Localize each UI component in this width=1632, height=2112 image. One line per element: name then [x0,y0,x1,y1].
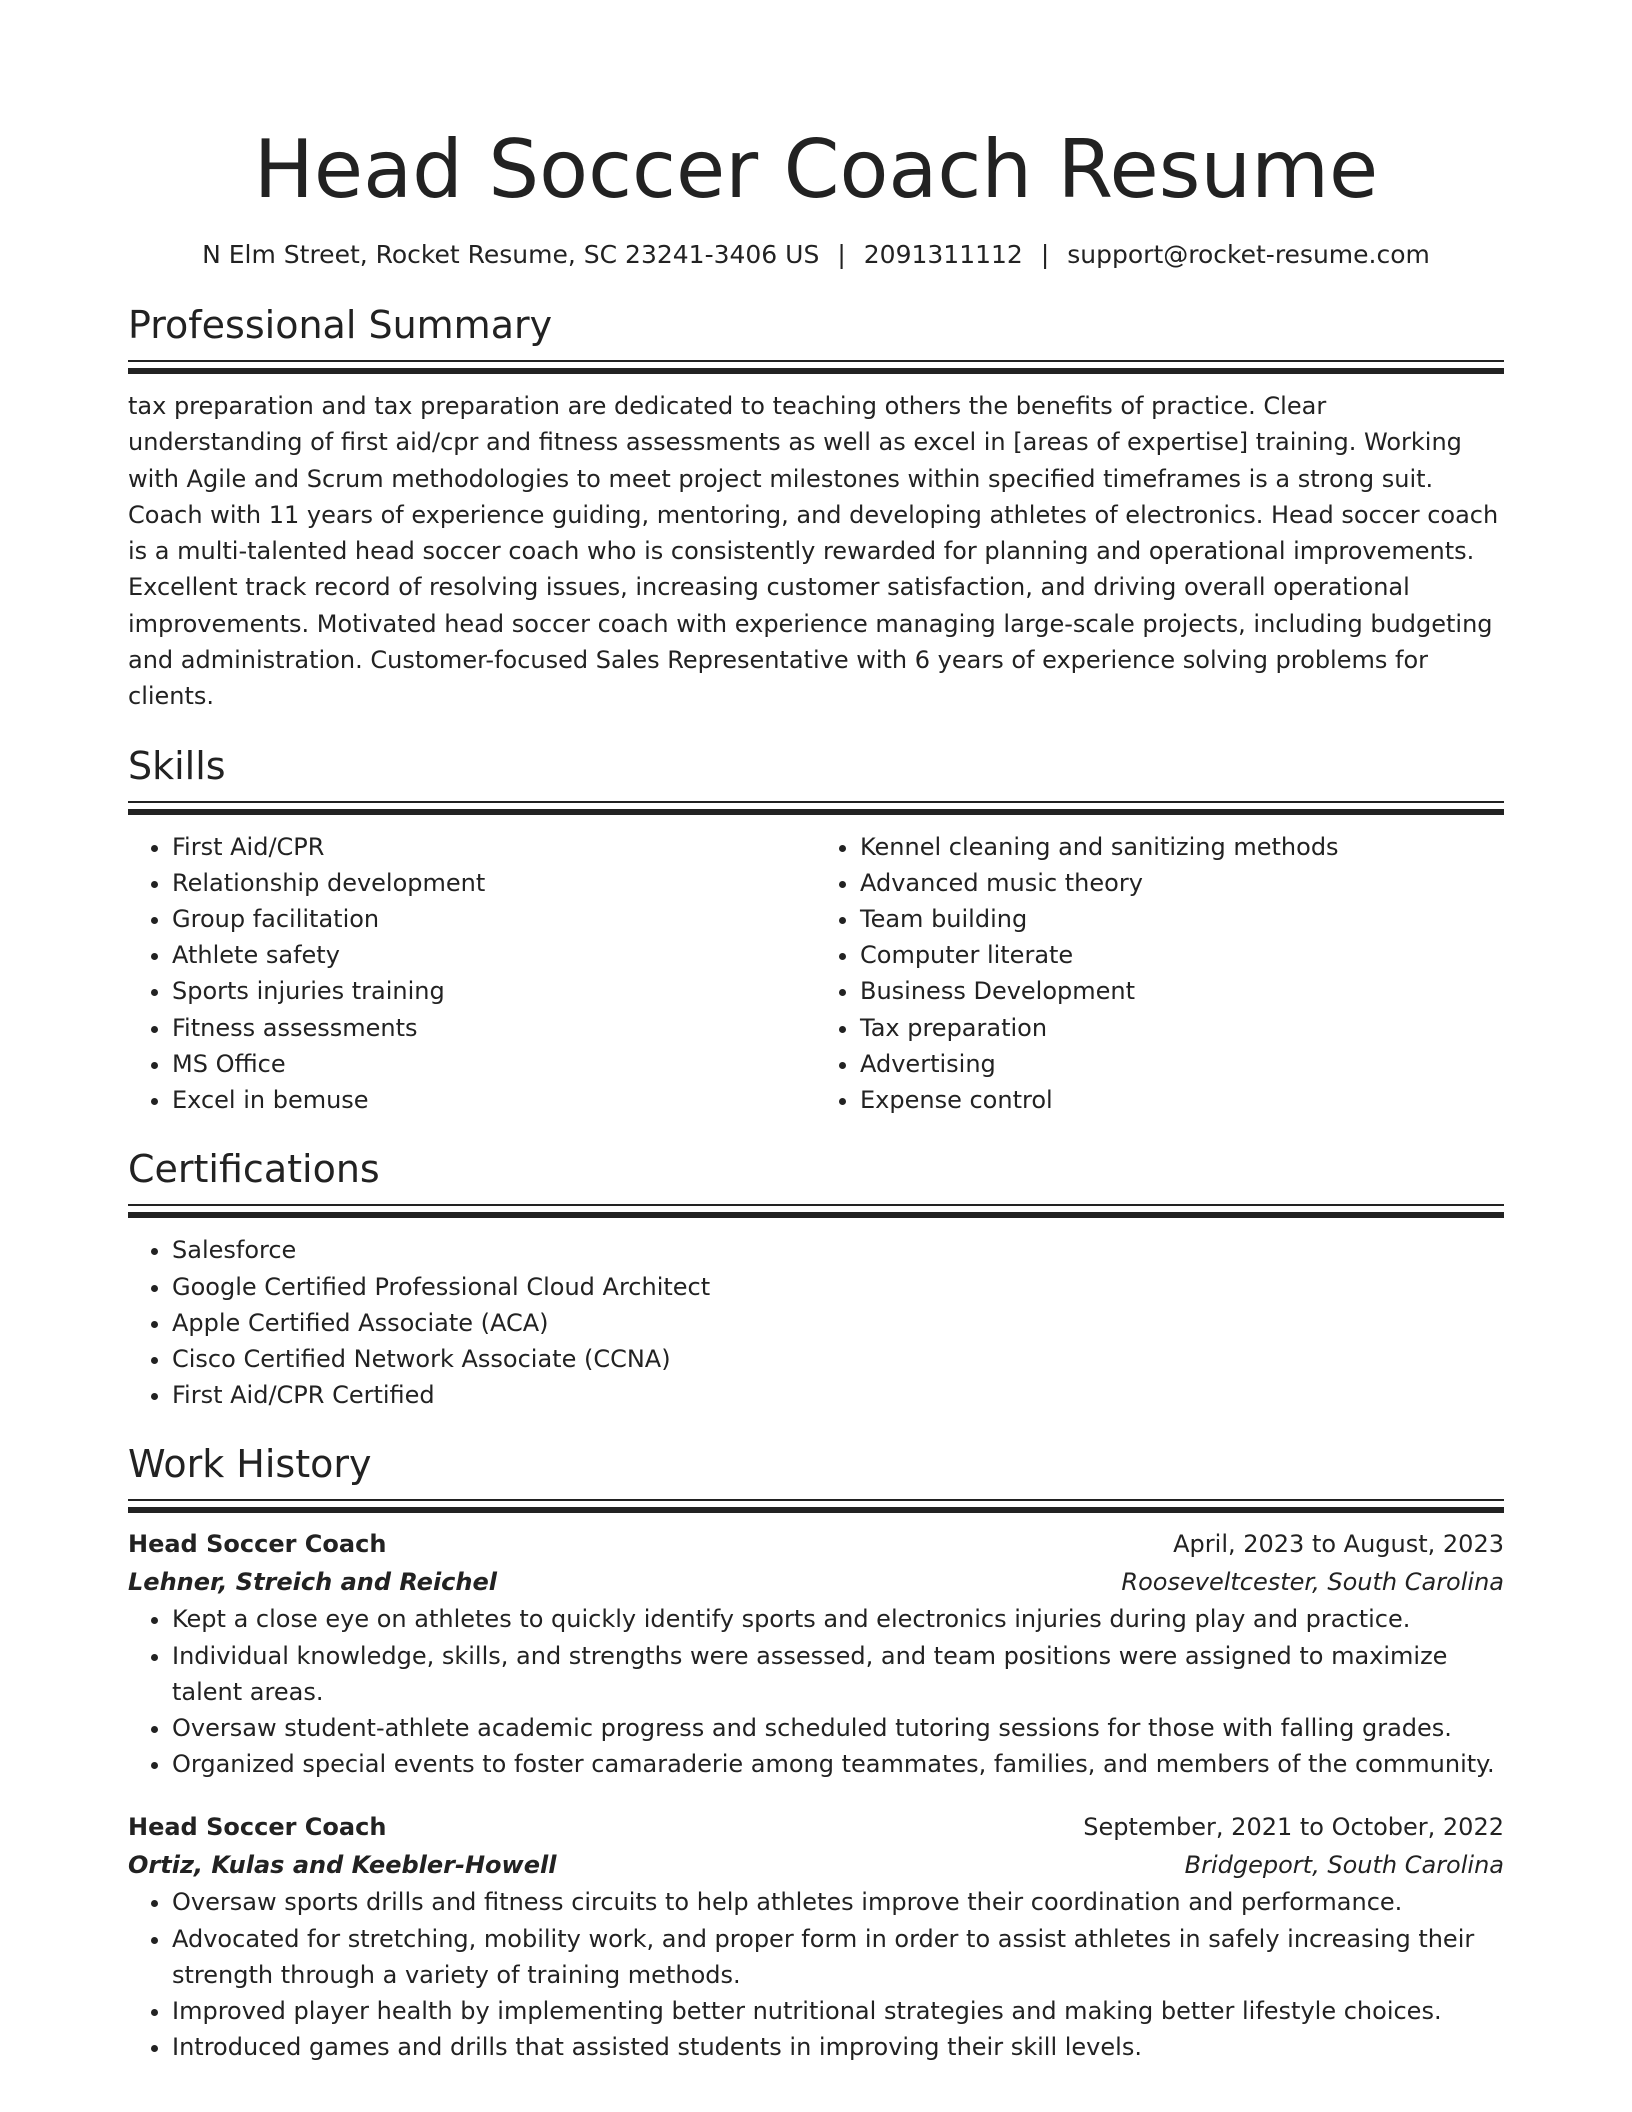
job-header-row [128,1525,1504,1563]
skills-grid [128,829,1504,1119]
contact-separator: | [837,240,846,269]
skills-heading: Skills [128,743,226,788]
skill-item: • Athlete safety [172,937,816,973]
job-title: Head Soccer Coach [128,1813,387,1842]
contact-email[interactable]: support@rocket-resume.com [1067,240,1430,269]
job-duty-item: • Individual knowledge, skills, and strengths were assessed, and team positions were assigned to maximize talent areas. [172,1638,1504,1710]
skill-item: • Advertising [860,1046,1504,1082]
section-divider-thin [128,360,1504,362]
contact-separator: | [1040,240,1050,269]
job-entry [128,1525,1504,1782]
contact-line [128,238,1504,272]
job-duties-list [128,1884,1504,2065]
job-dates: April, 2023 to August, 2023 [1173,1530,1504,1559]
certification-item: • Apple Certified Associate (ACA) [172,1305,1504,1341]
skills-list-right [816,829,1504,1119]
job-duty-item: • Advocated for stretching, mobility work, and proper form in order to assist athletes in safely increasing their strength through a variety of training methods. [172,1921,1504,1993]
job-duties-list [128,1601,1504,1782]
skills-list-left [128,829,816,1119]
work-history-section [128,1439,1504,2065]
skills-column-right [816,829,1504,1119]
section-divider-thin [128,801,1504,803]
section-divider-thin [128,1499,1504,1501]
job-header-row [128,1808,1504,1846]
summary-section [128,300,1504,715]
job-dates: September, 2021 to October, 2022 [1083,1813,1504,1842]
certification-item: • Google Certified Professional Cloud Architect [172,1269,1504,1305]
contact-address: N Elm Street, Rocket Resume, SC 23241-3406 US [202,240,820,269]
skill-item: • Advanced music theory [860,865,1504,901]
job-company: Lehner, Streich and Reichel [128,1568,497,1597]
certification-item: • Cisco Certified Network Associate (CCNA) [172,1341,1504,1377]
job-duty-item: • Organized special events to foster camaraderie among teammates, families, and members of the community. [172,1746,1504,1782]
job-location: Rooseveltcester, South Carolina [1121,1568,1504,1597]
section-divider-thick [128,1212,1504,1218]
skill-item: • Business Development [860,973,1504,1009]
summary-text: tax preparation and tax preparation are dedicated to teaching others the benefits of practice. Clear understanding of first aid/cpr and fitness assessments as well as excel in [areas of expertise] training. Working with Agile and Scrum methodologies to meet project milestones within specified timeframes is a strong suit. Coach with 11 years of experience guiding, mentoring, and developing athletes of electronics. Head soccer coach is a multi-talented head soccer coach who is consistently rewarded for planning and operational improvements. Excellent track record of resolving issues, increasing customer satisfaction, and driving overall operational improvements. Motivated head soccer coach with experience managing large-scale projects, including budgeting and administration. Customer-focused Sales Representative with 6 years of experience solving problems for clients. [128,392,1499,711]
contact-phone: 2091311112 [863,240,1023,269]
skills-column-left [128,829,816,1119]
skill-item: • Kennel cleaning and sanitizing methods [860,829,1504,865]
skill-item: • Fitness assessments [172,1010,816,1046]
job-duty-item: • Improved player health by implementing better nutritional strategies and making better lifestyle choices. [172,1993,1504,2029]
job-subheader-row [128,1563,1504,1601]
skill-item: • Sports injuries training [172,973,816,1009]
job-company: Ortiz, Kulas and Keebler-Howell [128,1851,557,1880]
job-duty-item: • Oversaw student-athlete academic progress and scheduled tutoring sessions for those with falling grades. [172,1710,1504,1746]
job-duty-item: • Oversaw sports drills and fitness circuits to help athletes improve their coordination and performance. [172,1884,1504,1920]
section-divider-thin [128,1204,1504,1206]
skill-item: • Excel in bemuse [172,1082,816,1118]
certification-item: • Salesforce [172,1232,1504,1268]
job-duty-item: • Introduced games and drills that assisted students in improving their skill levels. [172,2029,1504,2065]
skill-item: • Expense control [860,1082,1504,1118]
skill-item: • Team building [860,901,1504,937]
section-divider-thick [128,368,1504,374]
skills-section [128,741,1504,1119]
job-title: Head Soccer Coach [128,1530,387,1559]
job-location: Bridgeport, South Carolina [1184,1851,1504,1880]
skill-item: • MS Office [172,1046,816,1082]
summary-heading: Professional Summary [128,303,553,347]
job-duty-item: • Kept a close eye on athletes to quickly identify sports and electronics injuries during play and practice. [172,1601,1504,1637]
page-title: Head Soccer Coach Resume [253,123,1379,216]
certifications-section [128,1144,1504,1413]
job-entry [128,1808,1504,2065]
section-divider-thick [128,809,1504,815]
resume-page [128,0,1504,2065]
certification-item: • First Aid/CPR Certified [172,1377,1504,1413]
certifications-list [128,1232,1504,1413]
skill-item: • Tax preparation [860,1010,1504,1046]
skill-item: • Relationship development [172,865,816,901]
skill-item: • First Aid/CPR [172,829,816,865]
skill-item: • Group facilitation [172,901,816,937]
work-history-heading: Work History [128,1442,372,1487]
job-subheader-row [128,1846,1504,1884]
skill-item: • Computer literate [860,937,1504,973]
certifications-heading: Certifications [128,1147,380,1192]
section-divider-thick [128,1507,1504,1513]
